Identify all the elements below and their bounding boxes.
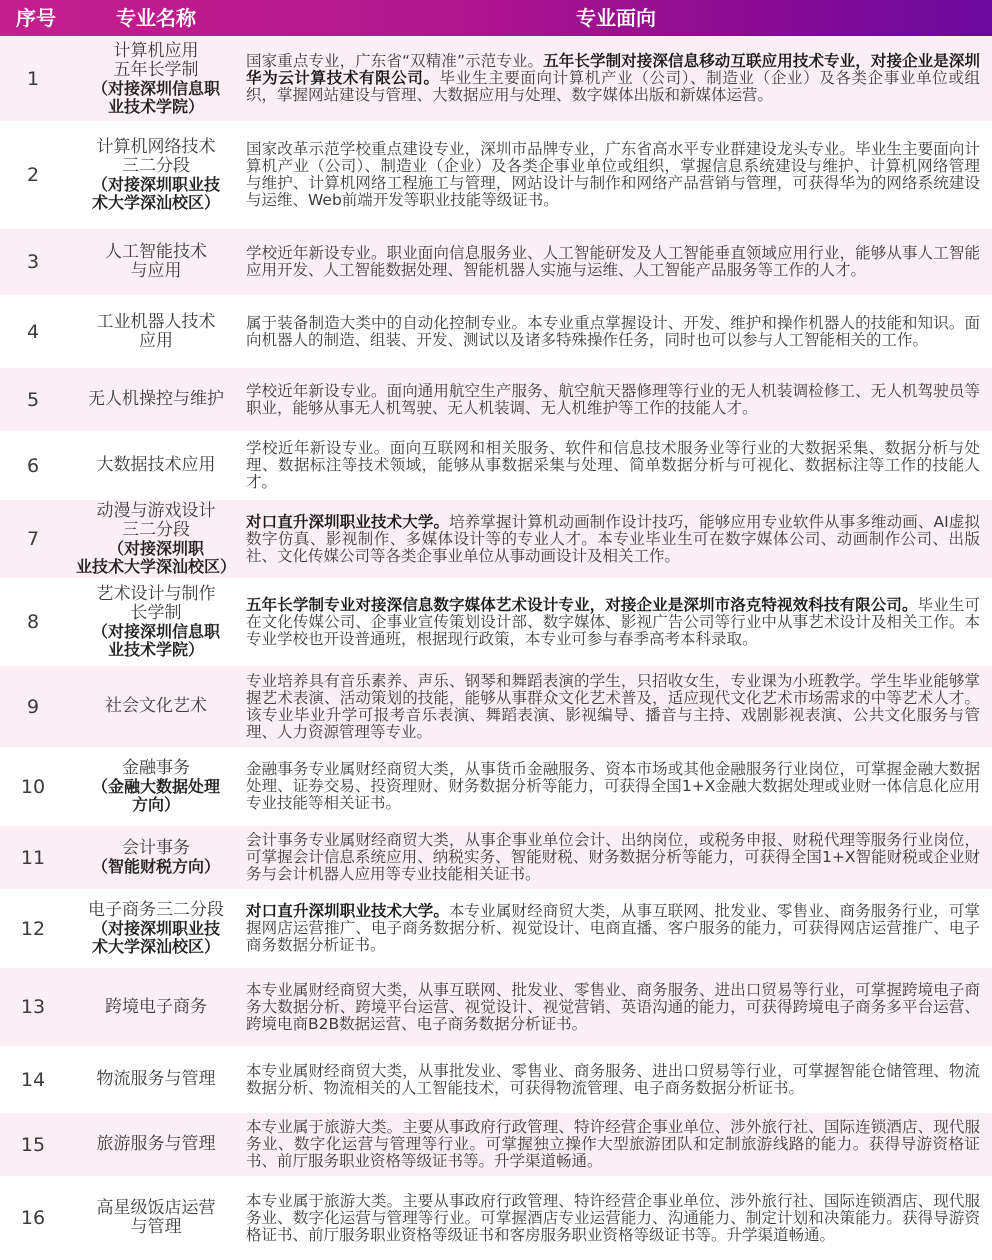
major-description bbox=[246, 1063, 986, 1097]
major-name-cell bbox=[66, 826, 246, 889]
major-partner-note: （对接深圳信息职 业技术学院） bbox=[91, 622, 220, 659]
row-number: 4 bbox=[26, 320, 40, 343]
row-number: 7 bbox=[26, 528, 40, 550]
major-description bbox=[246, 1193, 986, 1244]
row-number: 3 bbox=[26, 251, 40, 273]
table-row bbox=[0, 434, 992, 500]
description-text: 学校近年新设专业。面向通用航空生产服务、航空航天器修理等行业的无人机装调检修工、无人机驾驶员等职业，能够从事无人机驾驶、无人机装调、无人机维护等工作的技能人才。 bbox=[246, 381, 980, 417]
major-name-cell bbox=[66, 434, 246, 497]
major-name-cell bbox=[66, 298, 246, 365]
major-name: 艺术设计与制作 长学制 bbox=[96, 584, 216, 623]
description-text: 学校近年新设专业。职业面向信息服务业、人工智能研发及人工智能垂直领域应用行业，能够从事人工智能应用开发、人工智能数据处理、智能机器人实施与运维、人工智能产品服务等工作的人才。 bbox=[246, 244, 980, 279]
description-text: 专业培养具有音乐素养、声乐、钢琴和舞蹈表演的学生，只招收女生，专业课为小班教学。学生毕业能够掌握艺术表演、活动策划的技能，能够从事群众文化艺术普及，适应现代文化艺术市场需求的中等艺术人才。该专业毕业升学可报考音乐表演、舞蹈表演、影视编导、播音与主持、戏剧影视表演、公共文化服务与管理、人力资源管理等专业。 bbox=[246, 671, 980, 741]
major-name: 会计事务 bbox=[122, 838, 190, 858]
major-description bbox=[246, 53, 986, 104]
description-highlight: 五年长学制对接深信息移动互联应用技术专业，对接企业是深圳华为云计算技术有限公司。 bbox=[246, 52, 980, 87]
description-text: 国家重点专业，广东省“双精准”示范专业。 bbox=[246, 52, 544, 70]
table-row bbox=[0, 124, 992, 229]
row-number: 16 bbox=[20, 1207, 46, 1229]
major-partner-note: （智能财税方向） bbox=[91, 857, 220, 876]
description-text: 本专业属财经商贸大类，从事批发业、零售业、商务服务、进出口贸易等行业，可掌握智能仓储管理、物流数据分析、物流相关的人工智能技术，可获得物流管理、电子商务数据分析证书。 bbox=[246, 1061, 980, 1097]
description-highlight: 五年长学制专业对接深信息数字媒体艺术设计专业，对接企业是深圳市洛克特视效科技有限公司。 bbox=[246, 595, 918, 614]
table-header bbox=[0, 0, 992, 36]
major-partner-note: （金融大数据处理 方向） bbox=[91, 777, 220, 814]
major-partner-note: （对接深圳信息职 业技术学院） bbox=[91, 78, 220, 116]
major-name: 物流服务与管理 bbox=[96, 1069, 216, 1089]
major-name-cell bbox=[66, 666, 246, 747]
major-name-cell bbox=[66, 1113, 246, 1176]
table-row bbox=[0, 368, 992, 434]
major-description-cell bbox=[246, 1049, 986, 1110]
major-name-cell bbox=[66, 500, 246, 578]
major-description-cell bbox=[246, 36, 986, 121]
row-number: 8 bbox=[26, 611, 40, 633]
table-row bbox=[0, 229, 992, 298]
row-number: 10 bbox=[20, 775, 46, 798]
major-description-cell bbox=[246, 1179, 986, 1257]
description-text: 本专业属于旅游大类。主要从事政府行政管理、特许经营企事业单位、涉外旅行社、国际连锁酒店、现代服务业、数字化运营与管理等行业。可掌握酒店专业运营能力、沟通能力、制定计划和决策能力。获得导游资格证书、前厅服务职业资格等级证书和客房服务职业资格等级证书等。升学渠道畅通。 bbox=[246, 1191, 980, 1244]
table-row bbox=[0, 581, 992, 666]
major-name-cell bbox=[66, 124, 246, 226]
major-name-cell bbox=[66, 36, 246, 121]
row-number: 14 bbox=[20, 1068, 46, 1091]
major-name-cell bbox=[66, 892, 246, 965]
major-name-cell bbox=[66, 1049, 246, 1110]
description-text: 学校近年新设专业。面向互联网和相关服务、软件和信息技术服务业等行业的大数据采集、数据分析与处理、数据标注等技术领域，能够从事数据采集与处理、简单数据分析与可视化、数据标注等工作的技能人才。 bbox=[246, 439, 980, 491]
major-description-cell bbox=[246, 229, 986, 295]
row-number: 9 bbox=[26, 695, 40, 718]
major-description bbox=[246, 440, 986, 491]
major-name: 跨境电子商务 bbox=[105, 996, 207, 1017]
major-description-cell bbox=[246, 434, 986, 497]
major-description bbox=[246, 903, 986, 954]
description-text: 国家改革示范学校重点建设专业，深圳市品牌专业，广东省高水平专业群建设龙头专业。毕业生主要面向计算机产业（公司）、制造业（企业）及各类企事业单位或组织，掌握信息系统建设与维护、计算机网络管理与维护、计算机网络工程施工与管理，网站设计与制作和网络产品营销与管理，可获得华为的网络系统建设与运维、Web前端开发等职业技能等级证书。 bbox=[246, 140, 980, 209]
header-name: 专业名称 bbox=[116, 6, 196, 30]
major-name-cell bbox=[66, 750, 246, 823]
major-description bbox=[246, 761, 986, 812]
header-desc: 专业面向 bbox=[576, 6, 656, 30]
major-description bbox=[246, 141, 986, 209]
major-description-cell bbox=[246, 968, 986, 1046]
row-number: 15 bbox=[20, 1133, 46, 1156]
major-description bbox=[246, 383, 986, 417]
major-description bbox=[246, 982, 986, 1033]
major-description-cell bbox=[246, 368, 986, 431]
major-partner-note: （对接深圳职业技 术大学深汕校区） bbox=[91, 175, 220, 212]
table-row bbox=[0, 36, 992, 124]
table-row bbox=[0, 298, 992, 368]
major-description-cell bbox=[246, 1113, 986, 1176]
description-text: 金融事务专业属财经商贸大类，从事货币金融服务、资本市场或其他金融服务行业岗位，可掌握金融大数据处理、证券交易、投资理财、财务数据分析等能力，可获得全国1+X金融大数据处理或业财一体信息化应用专业技能等相关证书。 bbox=[246, 760, 980, 812]
row-number: 1 bbox=[26, 67, 40, 90]
description-text: 会计事务专业属财经商贸大类，从事企事业单位会计、出纳岗位，或税务申报、财税代理等服务行业岗位，可掌握会计信息系统应用、纳税实务、智能财税、财务数据分析等能力，可获得全国1+X智能财税或企业财务与会计机器人应用等专业技能相关证书。 bbox=[246, 831, 980, 883]
major-name: 社会文化艺术 bbox=[105, 696, 207, 716]
major-name: 电子商务三二分段 bbox=[88, 900, 224, 920]
major-name: 计算机应用 五年长学制 bbox=[113, 40, 199, 80]
table-row bbox=[0, 968, 992, 1049]
major-partner-note: （对接深圳职业技 术大学深汕校区） bbox=[91, 919, 220, 956]
major-description bbox=[246, 597, 986, 648]
row-number: 2 bbox=[26, 164, 40, 186]
major-description bbox=[246, 832, 986, 883]
major-description bbox=[246, 673, 986, 741]
major-description bbox=[246, 514, 986, 565]
major-name: 动漫与游戏设计 三二分段 bbox=[96, 501, 216, 540]
major-description bbox=[246, 1119, 986, 1170]
description-text: 本专业属财经商贸大类，从事互联网、批发业、零售业、商务服务行业，可掌握网店运营推广、电子商务数据分析、视觉设计、电商直播、客户服务的能力，可获得网店运营推广、电子商务数据分析证书。 bbox=[246, 902, 980, 954]
major-name: 金融事务 bbox=[122, 758, 190, 778]
major-description-cell bbox=[246, 892, 986, 965]
header-no: 序号 bbox=[16, 6, 56, 30]
table-row bbox=[0, 826, 992, 892]
description-text: 属于装备制造大类中的自动化控制专业。本专业重点掌握设计、开发、维护和操作机器人的技能和知识。面向机器人的制造、组装、开发、测试以及诸多特殊操作任务，同时也可以参与人工智能相关的工作。 bbox=[246, 313, 980, 349]
major-name-cell bbox=[66, 1179, 246, 1257]
major-description-cell bbox=[246, 666, 986, 747]
row-number: 5 bbox=[26, 388, 40, 411]
major-name-cell bbox=[66, 368, 246, 431]
description-text: 毕业生主要面向计算机产业（公司）、制造业（企业）及各类企事业单位或组织，掌握网站建设与管理、大数据应用与处理、数字媒体出版和新媒体运营。 bbox=[246, 69, 980, 104]
row-number: 12 bbox=[20, 917, 46, 940]
major-name: 人工智能技术 与应用 bbox=[105, 242, 207, 281]
major-name: 大数据技术应用 bbox=[96, 455, 216, 475]
table-row bbox=[0, 1049, 992, 1113]
major-description-cell bbox=[246, 500, 986, 578]
description-text: 本专业属财经商贸大类，从事互联网、批发业、零售业、商务服务、进出口贸易等行业，可掌握跨境电子商务大数据分析、跨境平台运营、视觉设计、视觉营销、英语沟通的能力，可获得跨境电子商务多平台运营、跨境电商B2B数据运营、电子商务数据分析证书。 bbox=[246, 980, 980, 1033]
table-row bbox=[0, 1113, 992, 1179]
major-name: 工业机器人技术 应用 bbox=[96, 311, 216, 351]
major-partner-note: （对接深圳职 业技术大学深汕校区） bbox=[75, 539, 236, 576]
major-description-cell bbox=[246, 124, 986, 226]
row-number: 11 bbox=[20, 846, 46, 869]
table-row bbox=[0, 892, 992, 968]
description-text: 培养掌握计算机动画制作设计技巧，能够应用专业软件从事多维动画、AI虚拟数字仿真、影视制作、多媒体设计等的专业人才。本专业毕业生可在数字媒体公司、动画制作公司、出版社、文化传媒公司等各类企事业单位从事动画设计及相关工作。 bbox=[246, 512, 980, 565]
major-description bbox=[246, 315, 986, 349]
major-name: 无人机操控与维护 bbox=[88, 389, 224, 409]
major-description-cell bbox=[246, 298, 986, 365]
major-name: 高星级饭店运营 与管理 bbox=[96, 1198, 216, 1237]
description-highlight: 对口直升深圳职业技术大学。 bbox=[246, 902, 450, 920]
table-row bbox=[0, 1179, 992, 1260]
major-name-cell bbox=[66, 968, 246, 1046]
major-description bbox=[246, 245, 986, 279]
major-name-cell bbox=[66, 229, 246, 295]
major-description-cell bbox=[246, 581, 986, 663]
description-text: 本专业属于旅游大类。主要从事政府行政管理、特许经营企事业单位、涉外旅行社、国际连锁酒店、现代服务业、数字化运营与管理等行业。可掌握独立操作大型旅游团队和定制旅游线路的能力。获得导游资格证书、前厅服务职业资格等级证书等。升学渠道畅通。 bbox=[246, 1118, 980, 1170]
description-text: 毕业生可在文化传媒公司、企事业宣传策划设计部、数字媒体、影视广告公司等行业中从事艺术设计及相关工作。本专业学校也开设普通班，根据现行政策，本专业可参与春季高考本科录取。 bbox=[246, 595, 980, 648]
major-name-cell bbox=[66, 581, 246, 663]
table-row bbox=[0, 666, 992, 750]
table-row bbox=[0, 750, 992, 826]
table-row bbox=[0, 500, 992, 581]
major-description-cell bbox=[246, 750, 986, 823]
row-number: 6 bbox=[26, 454, 40, 477]
major-description-cell bbox=[246, 826, 986, 889]
major-name: 计算机网络技术 三二分段 bbox=[96, 137, 216, 176]
row-number: 13 bbox=[20, 996, 46, 1018]
description-highlight: 对口直升深圳职业技术大学。 bbox=[246, 512, 450, 531]
major-name: 旅游服务与管理 bbox=[96, 1134, 216, 1154]
